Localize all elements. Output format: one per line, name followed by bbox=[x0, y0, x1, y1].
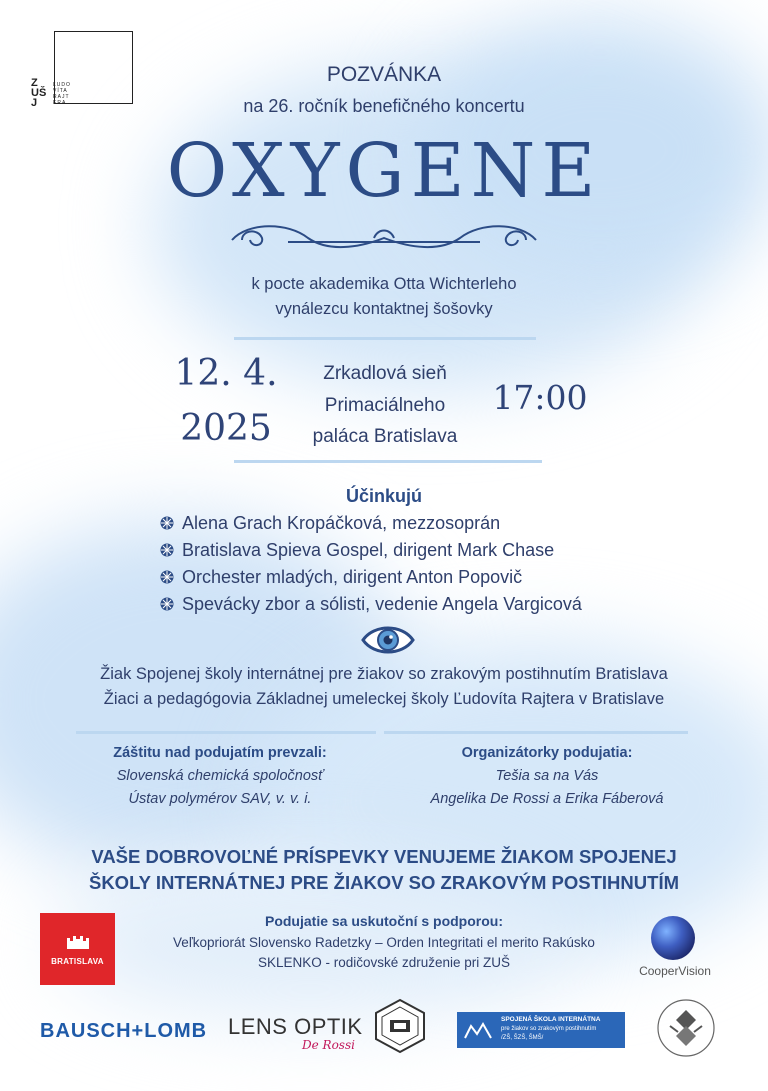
performers-heading: Účinkujú bbox=[345, 486, 422, 506]
event-time: 17:00 bbox=[492, 378, 588, 417]
coopervision-orb-icon bbox=[650, 915, 696, 961]
organizers-heading: Organizátorky podujatia: bbox=[461, 745, 633, 761]
venue-line-3: paláca Bratislava bbox=[312, 426, 458, 447]
organizers-line-2: Angelika De Rossi a Erika Fáberová bbox=[430, 791, 664, 807]
divider-event bbox=[234, 460, 542, 463]
event-date-day: 12. 4. bbox=[174, 353, 278, 394]
organizers-line-1: Tešia sa na Vás bbox=[495, 768, 599, 784]
performer-item bbox=[160, 567, 522, 588]
school-logo-name: ĽUDO VÍTA RAJT ERA bbox=[53, 82, 71, 106]
divider-left bbox=[76, 731, 376, 734]
chemical-society-seal-icon bbox=[372, 998, 428, 1054]
performer-text: Bratislava Spieva Gospel, dirigent Mark Chase bbox=[182, 540, 555, 560]
eye-icon bbox=[360, 622, 416, 658]
ornament-flourish bbox=[228, 218, 540, 258]
school-logo-mark: Z UŠ J bbox=[31, 77, 47, 109]
performer-text: Alena Grach Kropáčková, mezzosoprán bbox=[182, 513, 501, 533]
venue-line-1: Zrkadlová sieň bbox=[323, 363, 447, 384]
concert-title: OXYGENE bbox=[166, 128, 602, 214]
support-line-1: Veľkopriorát Slovensko Radetzky – Orden Integritati el merito Rakúsko bbox=[173, 935, 595, 950]
school-logo-line-2: pre žiakov so zrakovým postihnutím bbox=[501, 1026, 597, 1032]
venue-line-2: Primaciálneho bbox=[324, 395, 446, 416]
divider-right bbox=[384, 731, 688, 734]
support-line-2: SKLENKO - rodičovské združenie pri ZUŠ bbox=[257, 955, 511, 970]
invite-heading: POZVÁNKA bbox=[326, 63, 442, 86]
dedication-line-2: vynálezcu kontaktnej šošovky bbox=[275, 300, 493, 318]
lens-optik-sub: De Rossi bbox=[302, 1038, 355, 1052]
performer-text: Orchester mladých, dirigent Anton Popovič bbox=[182, 567, 523, 587]
patronage-heading: Záštitu nad podujatím prevzali: bbox=[113, 745, 327, 761]
dedication-line-1: k pocte akademika Otta Wichterleho bbox=[251, 275, 517, 293]
performer-item bbox=[160, 540, 554, 561]
lens-optik-logo: LENS OPTIK bbox=[228, 1014, 363, 1039]
coopervision-logo-text: CooperVision bbox=[639, 964, 711, 978]
students-line-2: Žiaci a pedagógovia Základnej umeleckej školy Ľudovíta Rajtera v Bratislave bbox=[103, 690, 665, 708]
polymer-institute-seal-icon bbox=[656, 998, 716, 1058]
event-date-year: 2025 bbox=[180, 408, 272, 449]
donation-banner-line-2: ŠKOLY INTERNÁTNEJ PRE ŽIAKOV SO ZRAKOVÝM POSTIHNUTÍM bbox=[88, 872, 679, 893]
flower-bullet-icon bbox=[160, 541, 174, 555]
support-heading: Podujatie sa uskutoční s podporou: bbox=[264, 913, 503, 929]
castle-icon bbox=[66, 933, 90, 949]
flower-bullet-icon bbox=[160, 595, 174, 609]
patronage-line-1: Slovenská chemická spoločnosť bbox=[116, 768, 324, 784]
bausch-lomb-logo: BAUSCH+LOMB bbox=[40, 1020, 208, 1042]
patronage-line-2: Ústav polymérov SAV, v. v. i. bbox=[128, 791, 312, 807]
school-logo-line-3: /ZŠ, ŠZŠ, ŠMŠ/ bbox=[501, 1035, 544, 1041]
flower-bullet-icon bbox=[160, 568, 174, 582]
performer-item bbox=[160, 594, 582, 615]
performer-text: Spevácky zbor a sólisti, vedenie Angela Vargicová bbox=[182, 594, 582, 614]
bratislava-logo bbox=[40, 913, 115, 985]
concert-subtitle: na 26. ročník benefičného koncertu bbox=[243, 96, 525, 116]
flower-bullet-icon bbox=[160, 514, 174, 528]
donation-banner-line-1: VAŠE DOBROVOĽNÉ PRÍSPEVKY VENUJEME ŽIAKOM SPOJENEJ bbox=[91, 846, 677, 867]
students-line-1: Žiak Spojenej školy internátnej pre žiakov so zrakovým postihnutím Bratislava bbox=[100, 665, 668, 683]
school-for-visually-impaired-logo bbox=[457, 1012, 625, 1048]
bratislava-logo-text: BRATISLAVA bbox=[51, 957, 104, 966]
school-emblem-icon bbox=[463, 1020, 493, 1040]
school-logo-line-1: SPOJENÁ ŠKOLA INTERNÁTNA bbox=[501, 1016, 601, 1023]
divider-top bbox=[234, 337, 536, 340]
performer-item bbox=[160, 513, 500, 534]
